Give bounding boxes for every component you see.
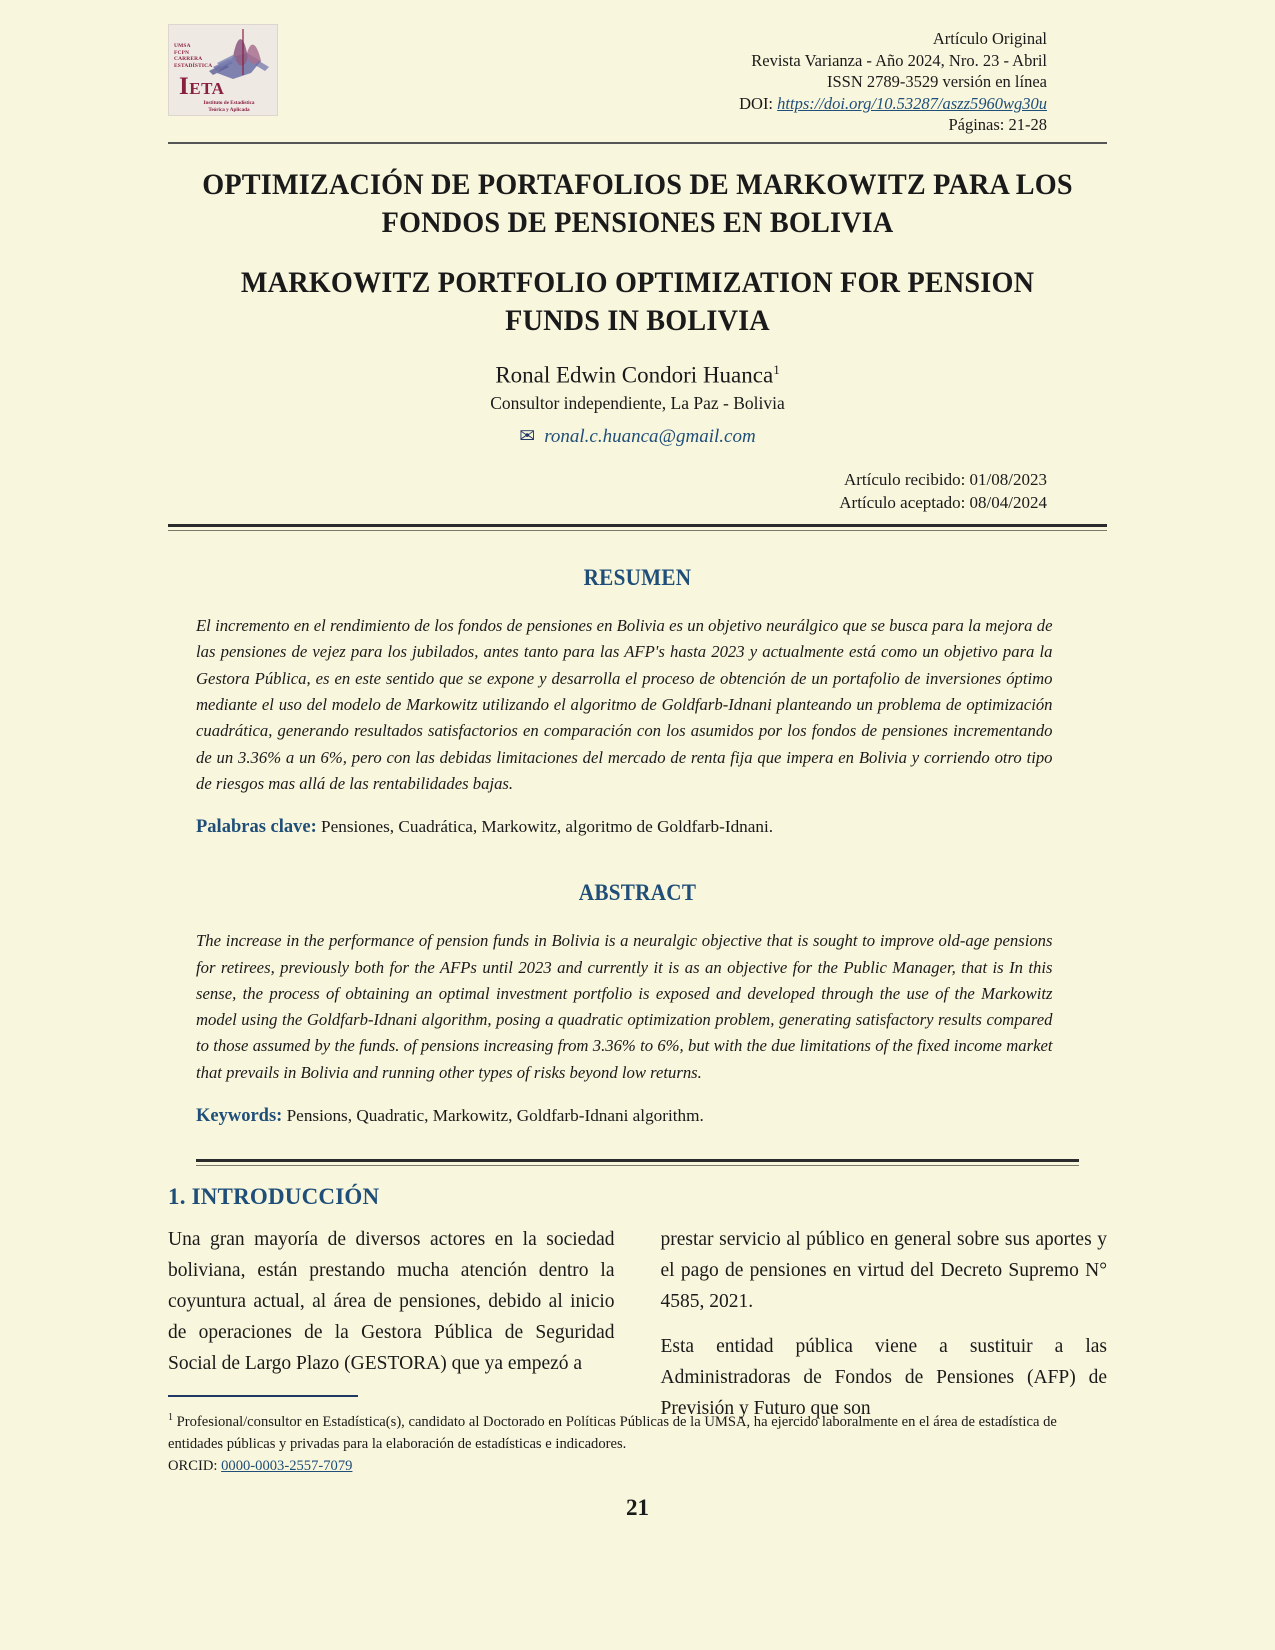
orcid-label: ORCID:: [168, 1457, 222, 1474]
logo-org-line-4: ESTADÍSTICA: [174, 62, 213, 69]
logo-subtitle-line-2: Teórica y Aplicada: [208, 106, 250, 113]
logo-org-lines: [174, 43, 212, 69]
article-type-label: Artículo Original: [932, 29, 1047, 48]
resumen-heading: RESUMEN: [583, 565, 692, 591]
footnote-text: [168, 1407, 1107, 1477]
logo-org-line-1: UMSA: [174, 43, 191, 49]
pages-label: Páginas: 21-28: [948, 115, 1047, 134]
author-email-link[interactable]: ronal.c.huanca@gmail.com: [544, 426, 756, 448]
author-name-text: Ronal Edwin Condori Huanca: [495, 362, 774, 388]
author-email-row: [168, 425, 1107, 448]
resumen-keywords: [196, 814, 1079, 840]
body-top-divider: [196, 1159, 1079, 1162]
resumen-keywords-value: Pensiones, Cuadrática, Markowitz, algoritmo de Goldfarb-Idnani.: [316, 817, 774, 837]
orcid-line: [168, 1455, 1107, 1477]
envelope-icon: ✉: [519, 426, 536, 448]
page-title-spanish: OPTIMIZACIÓN DE PORTAFOLIOS DE MARKOWITZ PARA LOS FONDOS DE PENSIONES EN BOLIVIA: [202, 167, 1073, 239]
resumen-body: El incremento en el rendimiento de los fondos de pensiones en Bolivia es un objetivo neurálgico que se busca para la mejora de las pensiones de vejez para los jubilados, antes tanto para las AFP's hasta 2023 y actualmente está como un objetivo para la Gestora Pública, es en este sentido que se expone y desarrolla el proceso de obtención de un portafolio de inversiones óptimo mediante el uso del modelo de Markowitz utilizando el algoritmo de Goldfarb-Idnani planteando un problema de optimización cuadrática, generando resultados satisfactorios en comparación con los asumidos por los fondos de pensiones incrementando de un 3.36% a un 6%, pero con las debidas limitaciones del mercado de renta fija que impera en Bolivia y corriendo otro tipo de riesgos mas allá de las rentabilidades bajas.: [196, 616, 1053, 793]
logo-acronym: [179, 74, 224, 99]
title-block: [168, 166, 1107, 449]
doi-link[interactable]: https://doi.org/10.53287/aszz5960wg30u: [777, 93, 1047, 113]
doi-label: DOI:: [739, 93, 778, 113]
resumen-keywords-label: Palabras clave:: [196, 817, 317, 838]
abstract-keywords-label: Keywords:: [196, 1106, 283, 1127]
paragraph: Esta entidad pública viene a sustituir a las Administradoras de Fondos de Pensiones (AFP) de Previsión y Futuro que son: [660, 1336, 1107, 1420]
journal-issue-label: Revista Varianza - Año 2024, Nro. 23 - Abril: [751, 50, 1047, 70]
ieta-logo: [168, 24, 278, 116]
journal-metadata: [739, 24, 1047, 136]
logo-subtitle-line-1: Instituto de Estadística: [203, 100, 255, 107]
abstract-section: [196, 880, 1079, 1129]
logo-subtitle: [183, 100, 275, 113]
abstract-heading: ABSTRACT: [578, 880, 697, 906]
author-affiliation: Consultor independiente, La Paz - Bolivia: [490, 393, 785, 414]
doi-line: [739, 93, 1047, 115]
author-footnote-marker: 1: [773, 361, 780, 377]
logo-org-line-2: FCPN: [174, 49, 190, 56]
author-name: [168, 356, 1107, 390]
article-dates: [168, 468, 1047, 514]
orcid-link[interactable]: 0000-0003-2557-7079: [221, 1457, 353, 1474]
abstract-top-divider: [168, 524, 1107, 527]
logo-org-line-3: CARRERA: [174, 56, 203, 63]
issn-label: ISSN 2789-3529 versión en línea: [827, 72, 1047, 91]
abstract-body: The increase in the performance of pension funds in Bolivia is a neuralgic objective that is sought to improve old-age pensions for retirees, previously both for the AFPs until 2023 and currently it is as an objective for the Public Manager, that is In this sense, the process of obtaining an optimal investment portfolio is exposed and developed through the use of the Markowitz model using the Goldfarb-Idnani algorithm, posing a quadratic optimization problem, generating satisfactory results compared to those assumed by the funds. of pensions increasing from 3.36% to 6%, but with the due limitations of the fixed income market that prevails in Bolivia and running other types of risks beyond low returns.: [196, 931, 1053, 1082]
footnote-area: [168, 1395, 1107, 1477]
date-accepted: Artículo aceptado: 08/04/2024: [839, 493, 1047, 513]
resumen-section: [196, 565, 1079, 840]
page-title-english: MARKOWITZ PORTFOLIO OPTIMIZATION FOR PENSION FUNDS IN BOLIVIA: [240, 265, 1035, 337]
paragraph: Una gran mayoría de diversos actores en la sociedad boliviana, están prestando mucha atención dentro la coyuntura actual, al área de pensiones, debido al inicio de operaciones de la Gestora Pública de Seguridad Social de Largo Plazo (GESTORA) que ya empezó a: [168, 1229, 615, 1375]
logo-acronym-first: I: [179, 73, 190, 100]
footnote-body: Profesional/consultor en Estadística(s), candidato al Doctorado en Políticas Públicas de la UMSA, ha ejercido laboralmente en el área de estadística de entidades públicas y privadas para la elaboración de estadísticas e indicadores.: [168, 1413, 1057, 1452]
abstract-keywords-value: Pensions, Quadratic, Markowitz, Goldfarb-Idnani algorithm.: [282, 1106, 704, 1126]
paragraph: prestar servicio al público en general sobre sus aportes y el pago de pensiones en virtud del Decreto Supremo N° 4585, 2021.: [660, 1229, 1107, 1313]
footnote-marker: 1: [168, 1412, 173, 1423]
page-header: [0, 0, 1275, 136]
section-heading-introduccion: 1. INTRODUCCIÓN: [168, 1184, 380, 1210]
header-divider: [168, 142, 1107, 144]
logo-acronym-rest: ETA: [189, 79, 225, 98]
date-received: Artículo recibido: 01/08/2023: [843, 470, 1047, 490]
abstract-keywords: [196, 1103, 1079, 1129]
footnote-divider: [168, 1395, 358, 1397]
page-number: 21: [626, 1495, 649, 1520]
